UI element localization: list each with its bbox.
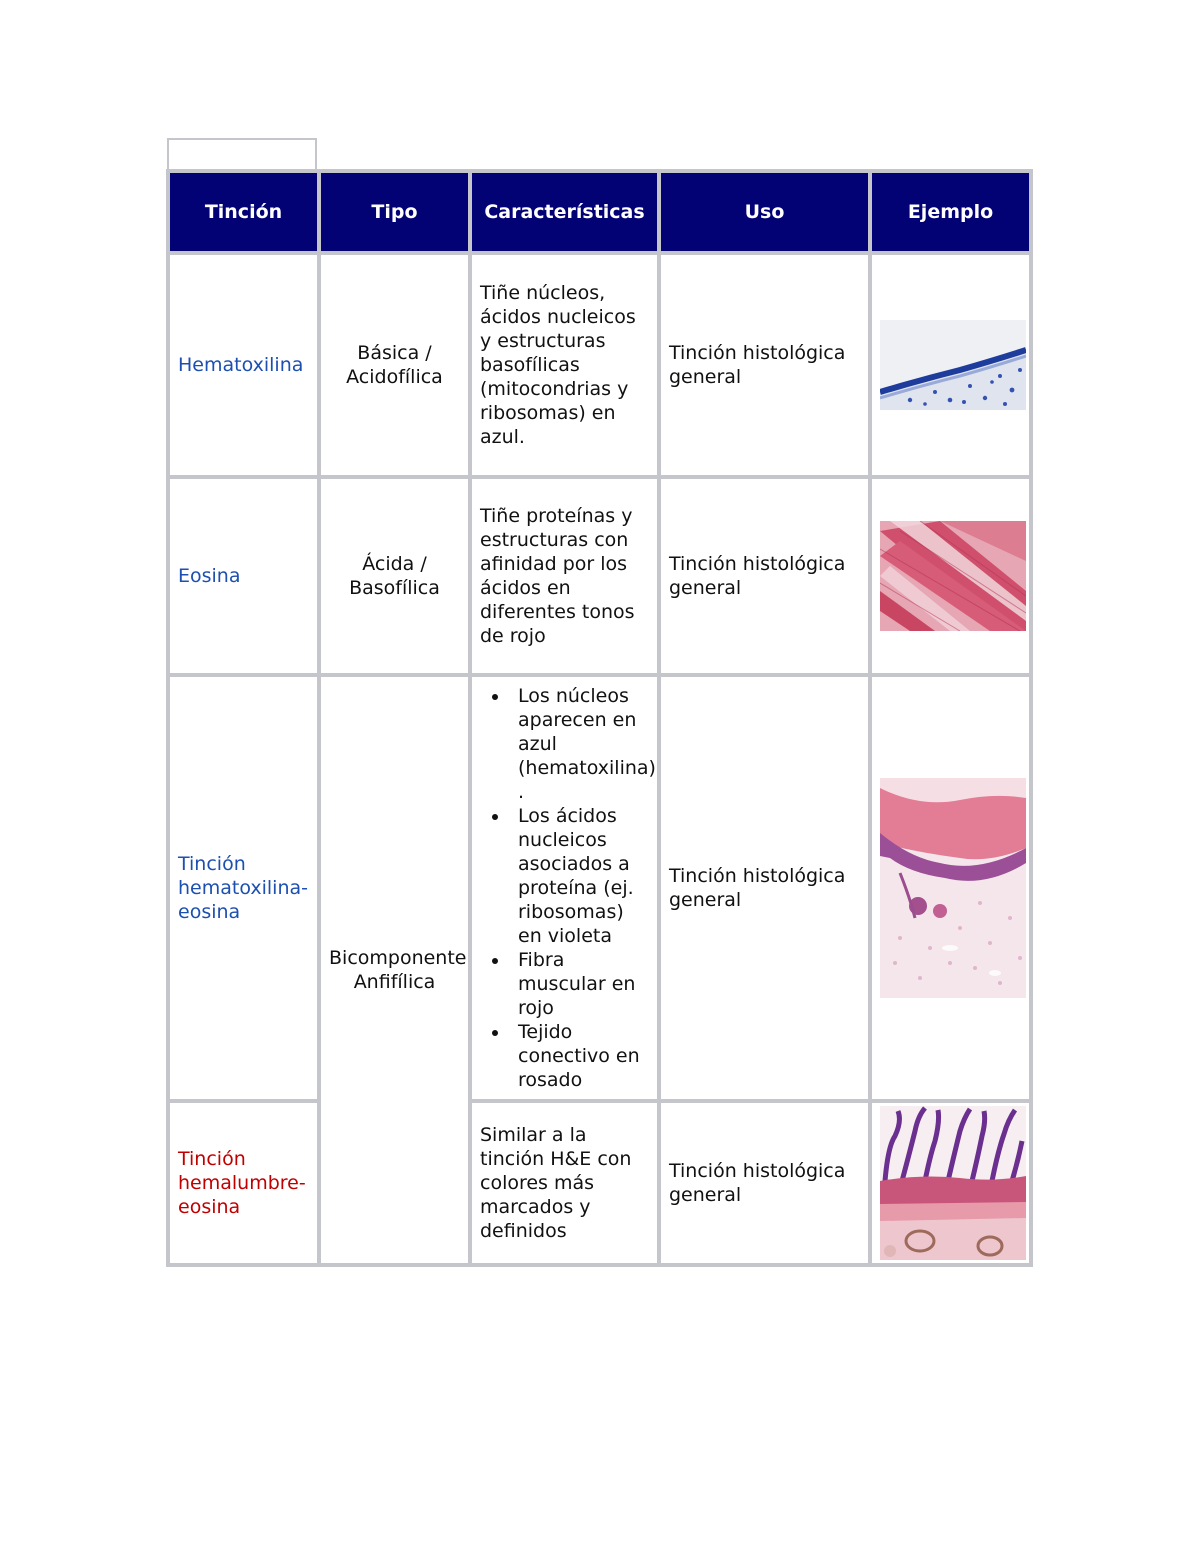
empty-tab-cell bbox=[167, 138, 317, 170]
stain-type: Ácida / Basofílica bbox=[319, 477, 470, 675]
header-caracteristicas: Características bbox=[470, 171, 659, 253]
stain-type: Básica / Acidofílica bbox=[319, 253, 470, 477]
header-tincion: Tinción bbox=[168, 171, 319, 253]
header-ejemplo: Ejemplo bbox=[870, 171, 1031, 253]
stain-use: Tinción histológica general bbox=[659, 1101, 870, 1265]
stain-features: Similar a la tinción H&E con colores más marcados y definidos bbox=[470, 1101, 659, 1265]
example-cell bbox=[870, 253, 1031, 477]
table-row bbox=[168, 675, 1031, 1101]
features-bullet-list bbox=[472, 684, 656, 1092]
list-item: • Fibra muscular en rojo bbox=[510, 948, 649, 1020]
stain-table bbox=[166, 169, 1033, 1267]
example-cell bbox=[870, 675, 1031, 1101]
eosin-stain-micrograph-icon bbox=[880, 521, 1026, 631]
stain-use: Tinción histológica general bbox=[659, 477, 870, 675]
stain-features: Tiñe proteínas y estructuras con afinidad por los ácidos en diferentes tonos de rojo bbox=[470, 477, 659, 675]
header-uso: Uso bbox=[659, 171, 870, 253]
example-cell bbox=[870, 477, 1031, 675]
he-stain-micrograph-icon bbox=[880, 778, 1026, 998]
stain-type: Bicomponente Anfifílica bbox=[319, 675, 470, 1265]
stain-use: Tinción histológica general bbox=[659, 253, 870, 477]
stain-name: Eosina bbox=[168, 477, 319, 675]
list-item: • Los ácidos nucleicos asociados a proteína (ej. ribosomas) en violeta bbox=[510, 804, 649, 948]
table-row bbox=[168, 253, 1031, 477]
stain-name: Tinción hemalumbre-eosina bbox=[168, 1101, 319, 1265]
stain-features: Tiñe núcleos, ácidos nucleicos y estructuras basofílicas (mitocondrias y ribosomas) en azul. bbox=[470, 253, 659, 477]
table-row bbox=[168, 1101, 1031, 1265]
stain-features bbox=[470, 675, 659, 1101]
stain-use: Tinción histológica general bbox=[659, 675, 870, 1101]
table-header-row bbox=[168, 171, 1031, 253]
table-row bbox=[168, 477, 1031, 675]
hemalum-eosin-micrograph-icon bbox=[880, 1106, 1026, 1260]
example-cell bbox=[870, 1101, 1031, 1265]
stain-name: Tinción hematoxilina-eosina bbox=[168, 675, 319, 1101]
list-item: • Los núcleos aparecen en azul (hematoxilina) . bbox=[510, 684, 649, 804]
list-item: • Tejido conectivo en rosado bbox=[510, 1020, 649, 1092]
hematoxylin-stain-micrograph-icon bbox=[880, 320, 1026, 410]
header-tipo: Tipo bbox=[319, 171, 470, 253]
stain-name: Hematoxilina bbox=[168, 253, 319, 477]
